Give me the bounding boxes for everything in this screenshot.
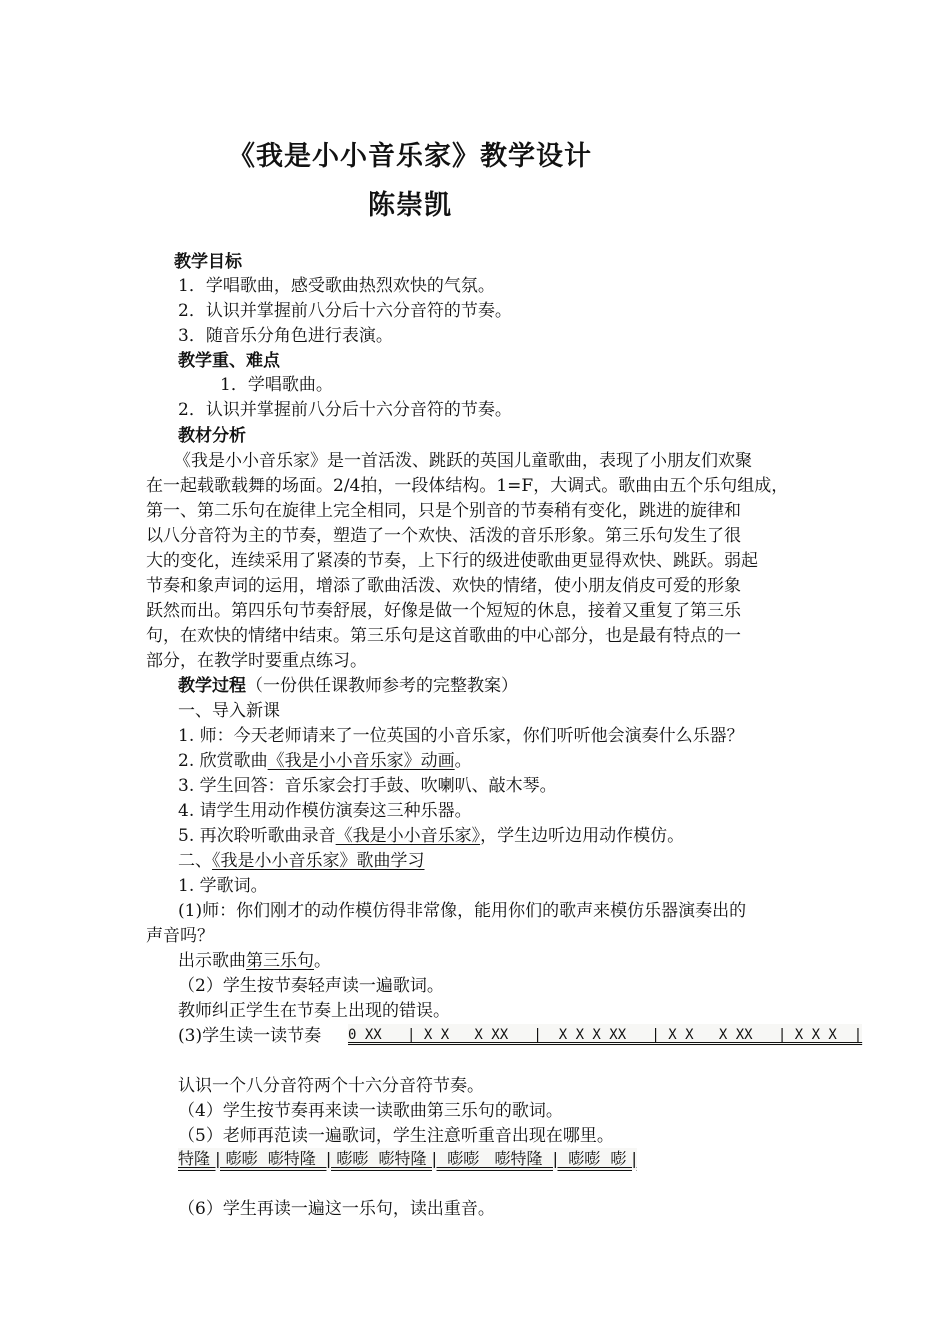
key-points-heading: 教学重、难点 <box>178 351 280 371</box>
recording-link[interactable]: 《我是小小音乐家》 <box>335 826 481 846</box>
intro-item <box>178 824 684 849</box>
intro-item-end: 。 <box>454 751 472 771</box>
key-point-item: 2．认识并掌握前八分后十六分音符的节奏。 <box>178 400 512 420</box>
part1-title: 一、导入新课 <box>178 701 280 721</box>
song-study-link[interactable]: 《我是小小音乐家》歌曲学习 <box>212 851 425 871</box>
question-1-line2: 声音吗？ <box>146 926 214 946</box>
show-phrase-line <box>178 949 331 974</box>
analysis-line: 《我是小小音乐家》是一首活泼、跳跃的英国儿童歌曲，表现了小朋友们欢聚 <box>174 451 752 471</box>
show-end: 。 <box>314 951 331 971</box>
intro-item-text: 5. 再次聆听歌曲录音 <box>178 826 336 846</box>
analysis-heading: 教材分析 <box>178 426 246 446</box>
question-4: （4）学生按节奏再来读一读歌曲第三乐句的歌词。 <box>178 1101 563 1121</box>
analysis-line: 跃然而出。第四乐句节奏舒展，好像是做一个短短的休息，接着又重复了第三乐 <box>146 601 741 621</box>
part2-title <box>178 849 425 874</box>
show-prefix: 出示歌曲 <box>178 951 246 971</box>
rhythm-note: 认识一个八分音符两个十六分音符节奏。 <box>178 1076 484 1096</box>
analysis-line: 第一、第二乐句在旋律上完全相同，只是个别音的节奏稍有变化，跳进的旋律和 <box>146 501 741 521</box>
question-5: （5）老师再范读一遍歌词，学生注意听重音出现在哪里。 <box>178 1126 614 1146</box>
process-heading-line <box>178 674 518 699</box>
third-phrase-link[interactable]: 第三乐句 <box>246 951 314 971</box>
question-1-line1: (1)师：你们刚才的动作模仿得非常像，能用你们的歌声来模仿乐器演奏出的 <box>178 901 747 921</box>
goal-item: 1．学唱歌曲，感受歌曲热烈欢快的气氛。 <box>178 276 495 296</box>
lyric-rhythm-text: 特隆 | 嘭嘭 嘭特隆 | 嘭嘭 嘭特隆 | 嘭嘭 嘭特隆 | 嘭嘭 嘭 | <box>178 1149 637 1168</box>
intro-item: 3. 学生回答：音乐家会打手鼓、吹喇叭、敲木琴。 <box>178 776 557 796</box>
intro-item-end: ，学生边听边用动作模仿。 <box>480 826 685 846</box>
lyric-rhythm <box>178 1148 637 1170</box>
analysis-line: 句，在欢快的情绪中结束。第三乐句是这首歌曲的中心部分，也是最有特点的一 <box>146 626 741 646</box>
analysis-line: 大的变化，连续采用了紧凑的节奏，上下行的级进使歌曲更显得欢快、跳跃。弱起 <box>146 551 758 571</box>
goal-item: 3．随音乐分角色进行表演。 <box>178 326 393 346</box>
intro-item-text: 2. 欣赏歌曲 <box>178 751 268 771</box>
part2-prefix: 二、 <box>178 851 212 871</box>
question-2: （2）学生按节奏轻声读一遍歌词。 <box>178 976 444 996</box>
analysis-line: 以八分音符为主的节奏，塑造了一个欢快、活泼的音乐形象。第三乐句发生了很 <box>146 526 741 546</box>
rhythm-text: 0 XX | X X X XX | X X X XX | X X X XX | X X X | <box>348 1027 863 1043</box>
step-1: 1. 学歌词。 <box>178 876 268 896</box>
intro-item <box>178 749 472 774</box>
process-heading-note: （一份供任课教师参考的完整教案） <box>246 676 518 696</box>
analysis-line: 节奏和象声词的运用，增添了歌曲活泼、欢快的情绪，使小朋友俏皮可爱的形象 <box>146 576 741 596</box>
key-point-item: 1．学唱歌曲。 <box>220 375 333 395</box>
intro-item: 4. 请学生用动作模仿演奏这三种乐器。 <box>178 801 472 821</box>
question-2-note: 教师纠正学生在节奏上出现的错误。 <box>178 1001 450 1021</box>
analysis-line: 部分，在教学时要重点练习。 <box>146 651 367 671</box>
document-title: 《我是小小音乐家》教学设计 <box>228 141 592 172</box>
intro-item: 1. 师：今天老师请来了一位英国的小音乐家，你们听听他会演奏什么乐器？ <box>178 726 744 746</box>
analysis-line: 在一起载歌载舞的场面。2/4拍，一段体结构。1=F，大调式。歌曲由五个乐句组成， <box>146 476 789 496</box>
animation-link[interactable]: 《我是小小音乐家》动画 <box>267 751 455 771</box>
question-3: (3)学生读一读节奏 <box>178 1026 322 1046</box>
author-name: 陈崇凯 <box>368 190 452 221</box>
question-6: （6）学生再读一遍这一乐句，读出重音。 <box>178 1199 495 1219</box>
process-heading: 教学过程 <box>178 676 246 696</box>
rhythm-notation <box>348 1024 862 1046</box>
goal-item: 2．认识并掌握前八分后十六分音符的节奏。 <box>178 301 512 321</box>
goals-heading: 教学目标 <box>174 252 242 272</box>
